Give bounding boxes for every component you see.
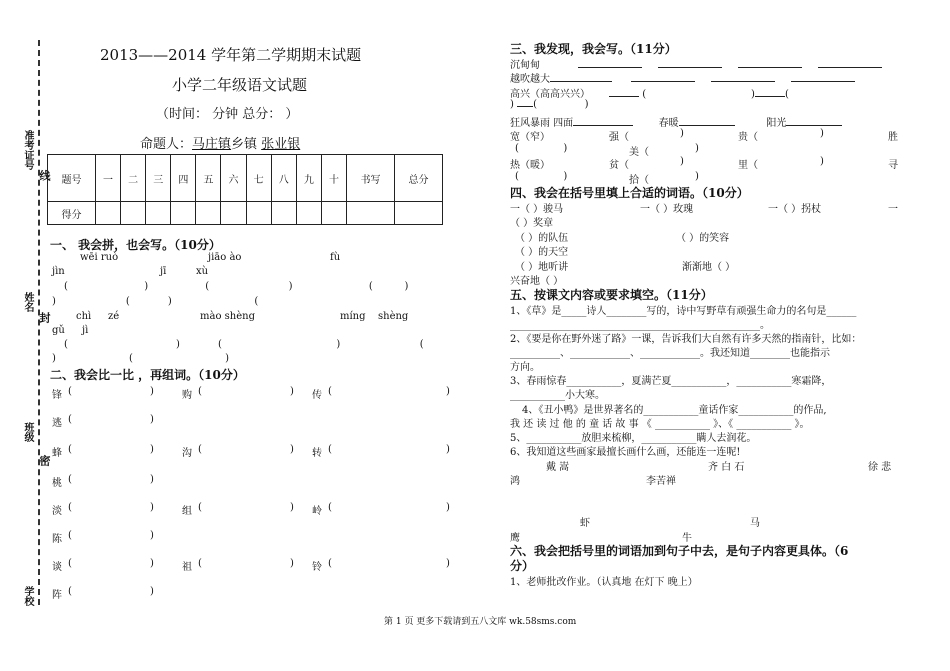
pinyin: jì <box>82 325 89 336</box>
table-cell: 九 <box>296 155 321 202</box>
q2-answer-close: ) <box>150 558 154 569</box>
pinyin: wēi ruò <box>80 252 119 263</box>
table-cell: 六 <box>221 155 246 202</box>
q2-answer-open[interactable]: ( <box>68 502 72 513</box>
q2-answer-close: ) <box>446 558 450 569</box>
q5-s5[interactable]: 5、___________放胆来梳柳，___________瞒人去润花。 <box>510 433 757 444</box>
side-dense: 密 <box>38 455 51 466</box>
score-cell[interactable] <box>246 202 271 225</box>
q3-word: 春暖 <box>658 118 679 129</box>
q4-item[interactable]: （ ）的天空 <box>515 247 569 258</box>
score-cell[interactable] <box>121 202 146 225</box>
painter[interactable]: 徐 悲 <box>868 462 892 473</box>
pinyin: xù <box>196 266 209 277</box>
score-cell[interactable] <box>296 202 321 225</box>
q2-char: 锋 <box>52 390 62 401</box>
q4-item: 一 <box>888 204 898 215</box>
table-cell: 七 <box>246 155 271 202</box>
q4-item[interactable]: 一（ ）拐杖 <box>768 204 822 215</box>
q4-item[interactable]: （ ）地听讲 <box>515 262 569 273</box>
q2-answer-close: ) <box>446 444 450 455</box>
side-school: 学校 <box>22 586 33 606</box>
q4-item[interactable]: （ ）奖章 <box>510 218 554 229</box>
q5-s4[interactable]: 4、《丑小鸭》是世界著名的___________童话作家___________的作品, <box>522 405 827 416</box>
q2-char: 购 <box>182 390 192 401</box>
q2-answer-close: ) <box>290 558 294 569</box>
q2-char: 桃 <box>52 478 62 489</box>
q2-answer-open[interactable]: ( <box>68 386 72 397</box>
q2-answer-open[interactable]: ( <box>68 444 72 455</box>
q4-item[interactable]: 一（ ）玫瑰 <box>640 204 694 215</box>
pinyin: shèng <box>378 311 409 322</box>
q2-answer-open[interactable]: ( <box>68 474 72 485</box>
q3-line5[interactable] <box>510 114 842 129</box>
pinyin: gǔ <box>52 325 65 336</box>
score-cell[interactable] <box>171 202 196 225</box>
q2-answer-close: ) <box>446 502 450 513</box>
q2-answer-open[interactable]: ( <box>198 558 202 569</box>
q3-word: 沉甸甸 <box>510 60 540 71</box>
paren: ) <box>820 128 824 139</box>
paren-pair[interactable]: ( ) <box>515 171 568 182</box>
q2-answer-close: ) <box>150 502 154 513</box>
time-line: （时间： 分钟 总分： ） <box>156 107 299 122</box>
q2-char: 转 <box>312 448 322 459</box>
table-cell: 二 <box>121 155 146 202</box>
paren: ) <box>695 143 699 154</box>
q2-char: 阵 <box>52 590 62 601</box>
q2-char: 铃 <box>312 562 322 573</box>
q3-line4[interactable]: ) ( ) <box>510 99 589 110</box>
exam-subtitle: 小学二年级语文试题 <box>172 76 308 94</box>
q2-answer-close: ) <box>150 414 154 425</box>
q2-char: 传 <box>312 390 322 401</box>
q2-answer-close: ) <box>150 474 154 485</box>
q2-answer-open[interactable]: ( <box>328 558 332 569</box>
score-cell[interactable] <box>146 202 171 225</box>
score-table-header-row <box>48 155 443 202</box>
q2-answer-open[interactable]: ( <box>198 444 202 455</box>
paren: ) <box>680 156 684 167</box>
score-cell[interactable] <box>347 202 395 225</box>
animal[interactable]: 鹰 <box>510 533 520 544</box>
q5-s6: 6、我知道这些画家最擅长画什么画，还能连一连呢! <box>510 447 741 458</box>
q2-answer-close: ) <box>290 386 294 397</box>
q2-char: 岭 <box>312 506 322 517</box>
q5-s1b[interactable]: __________________________________________________。 <box>510 320 770 331</box>
q2-char: 逃 <box>52 418 62 429</box>
table-cell: 五 <box>196 155 221 202</box>
side-class: 班级 <box>22 422 33 442</box>
author-town: 马庄镇 <box>192 137 232 152</box>
q5-heading: 五、按课文内容或要求填空。（11分） <box>510 288 713 302</box>
table-cell: 一 <box>95 155 120 202</box>
exam-title: 2013——2014 学年第二学期期末试题 <box>100 46 362 64</box>
score-cell[interactable] <box>271 202 296 225</box>
pinyin: jiāo ào <box>208 252 242 263</box>
page-footer: 第 1 页 更多下载请到五八文库 wk.58sms.com <box>384 617 577 627</box>
q2-answer-open[interactable]: ( <box>328 502 332 513</box>
q5-s2[interactable]: 2、《要是你在野外迷了路》一课，告诉我们大自然有许多天然的指南针，比如： <box>510 334 862 345</box>
q3-word: 贫（ <box>609 160 629 171</box>
q3-line2[interactable] <box>510 70 855 85</box>
q2-char: 组 <box>182 506 192 517</box>
q5-s4b[interactable]: 我 还 读 过 他 的 童 话 故 事 《 ___________ 》、《 ___________ 》。 <box>510 419 810 430</box>
side-name: 姓名 <box>22 292 33 312</box>
pinyin: jìn <box>52 266 65 277</box>
paren: ) <box>695 171 699 182</box>
q2-answer-open[interactable]: ( <box>68 586 72 597</box>
q4-item[interactable]: （ ）的笑容 <box>676 233 730 244</box>
score-cell[interactable] <box>394 202 442 225</box>
score-cell[interactable] <box>95 202 120 225</box>
q4-item[interactable]: 一（ ）骏马 <box>510 204 564 215</box>
q2-answer-close: ) <box>150 386 154 397</box>
author-label: 命题人： <box>140 137 193 152</box>
q4-item[interactable]: 兴奋地（ ） <box>510 276 564 287</box>
paren-pair[interactable]: ( ) <box>515 143 568 154</box>
table-cell: 三 <box>146 155 171 202</box>
q1-heading: 一、 我会拼，也会写。（10分） <box>50 238 221 252</box>
table-cell: 书写 <box>347 155 395 202</box>
q3-word: 狂风暴雨 四面 <box>510 118 574 129</box>
table-cell: 总分 <box>394 155 442 202</box>
painter[interactable]: 齐 白 石 <box>708 462 745 473</box>
author-name: 张业银 <box>261 137 301 152</box>
pinyin: míng <box>340 311 366 322</box>
answer-row[interactable]: ) ( ) ( <box>52 296 259 307</box>
painter[interactable]: 李苦禅 <box>646 476 676 487</box>
table-cell: 十 <box>321 155 346 202</box>
q2-answer-close: ) <box>290 502 294 513</box>
q3-word: 里（ <box>738 160 758 171</box>
pinyin: fù <box>330 252 341 263</box>
q2-answer-open[interactable]: ( <box>198 386 202 397</box>
q3-word: 寻 <box>888 160 898 171</box>
q5-s2b[interactable]: __________、____________、____________。我还知道________也能指示 <box>510 348 830 359</box>
q4-item[interactable]: 渐渐地（ ） <box>682 262 736 273</box>
q2-char: 谈 <box>52 562 62 573</box>
q6-heading: 六、我会把括号里的词语加到句子中去，是句子内容更具体。（6 <box>510 544 849 558</box>
q5-s2c: 方向。 <box>510 362 540 373</box>
q3-word: 热（暖） <box>510 160 550 171</box>
q2-answer-open[interactable]: ( <box>328 444 332 455</box>
pinyin: mào shèng <box>200 311 255 322</box>
q2-char: 陈 <box>52 534 62 545</box>
q3-line1[interactable] <box>510 56 882 71</box>
score-cell[interactable] <box>196 202 221 225</box>
q3-word: 拾（ <box>629 175 649 186</box>
paren: ) <box>820 156 824 167</box>
animal[interactable]: 牛 <box>682 533 692 544</box>
table-cell: 八 <box>271 155 296 202</box>
q2-char: 祖 <box>182 562 192 573</box>
pinyin: jī <box>160 266 167 277</box>
answer-row[interactable]: ) ( ) <box>52 353 229 364</box>
score-cell[interactable] <box>221 202 246 225</box>
painter: 鸿 <box>510 476 520 487</box>
q2-heading: 二、我会比一比 ，再组词。（10分） <box>50 368 245 382</box>
q2-char: 蜂 <box>52 448 62 459</box>
q3-word: 宽（窄） <box>510 132 550 143</box>
score-table <box>47 154 443 225</box>
pinyin: chì <box>76 311 92 322</box>
q3-word: 贵（ <box>738 132 758 143</box>
q2-answer-open[interactable]: ( <box>198 502 202 513</box>
animal[interactable]: 马 <box>750 518 760 529</box>
q2-answer-close: ) <box>446 386 450 397</box>
q2-char: 沟 <box>182 448 192 459</box>
q3-word: 强（ <box>609 132 629 143</box>
side-exam-no: 准考证号 <box>22 130 33 170</box>
author-line <box>140 133 300 152</box>
table-cell: 得分 <box>48 202 96 225</box>
q2-char: 淡 <box>52 506 62 517</box>
q2-answer-close: ) <box>150 530 154 541</box>
q3-line3[interactable]: 高兴（高高兴兴） ( ) ( <box>510 89 789 100</box>
score-table-score-row <box>48 202 443 225</box>
q3-word: 美（ <box>629 147 649 158</box>
q5-s1[interactable]: 1、《草》是_____诗人________写的，诗中写野草有顽强生命力的名句是______ <box>510 306 857 317</box>
q2-answer-close: ) <box>150 444 154 455</box>
q2-answer-close: ) <box>290 444 294 455</box>
q2-answer-open[interactable]: ( <box>328 386 332 397</box>
q5-s3b[interactable]: ___________小大寒。 <box>510 390 605 401</box>
q3-word: 阳光 <box>766 118 787 129</box>
q2-answer-close: ) <box>150 586 154 597</box>
q4-item[interactable]: （ ）的队伍 <box>515 233 569 244</box>
animal[interactable]: 虾 <box>580 518 590 529</box>
score-cell[interactable] <box>321 202 346 225</box>
q2-answer-open[interactable]: ( <box>68 530 72 541</box>
pinyin: zé <box>108 311 120 322</box>
q3-word: 越吹越大 <box>510 74 550 85</box>
table-cell: 题号 <box>48 155 96 202</box>
q2-answer-open[interactable]: ( <box>68 558 72 569</box>
q4-heading: 四、我会在括号里填上合适的词语。（10分） <box>510 186 749 200</box>
q6-s1[interactable]: 1、老师批改作业。（认真地 在灯下 晚上） <box>510 577 698 588</box>
painter[interactable]: 戴 嵩 <box>546 462 570 473</box>
q3-word: 高兴（高高兴兴） <box>510 89 590 100</box>
paren: ) <box>680 128 684 139</box>
q3-heading: 三、我发现，我会写。（11分） <box>510 42 677 56</box>
author-mid: 乡镇 <box>231 137 258 152</box>
table-cell: 四 <box>171 155 196 202</box>
q2-answer-open[interactable]: ( <box>68 414 72 425</box>
side-line: 线 <box>38 170 51 181</box>
side-seal: 封 <box>38 312 51 323</box>
q6-heading-cont: 分） <box>510 559 535 573</box>
q3-word: 胜 <box>888 132 898 143</box>
q5-s3[interactable]: 3、春雨惊春___________，夏满芒夏___________，___________寒霜降， <box>510 376 832 387</box>
answer-row[interactable]: ( ) ( ) ( <box>64 339 424 350</box>
answer-row[interactable]: ( ) ( ) ( ) <box>64 281 409 292</box>
